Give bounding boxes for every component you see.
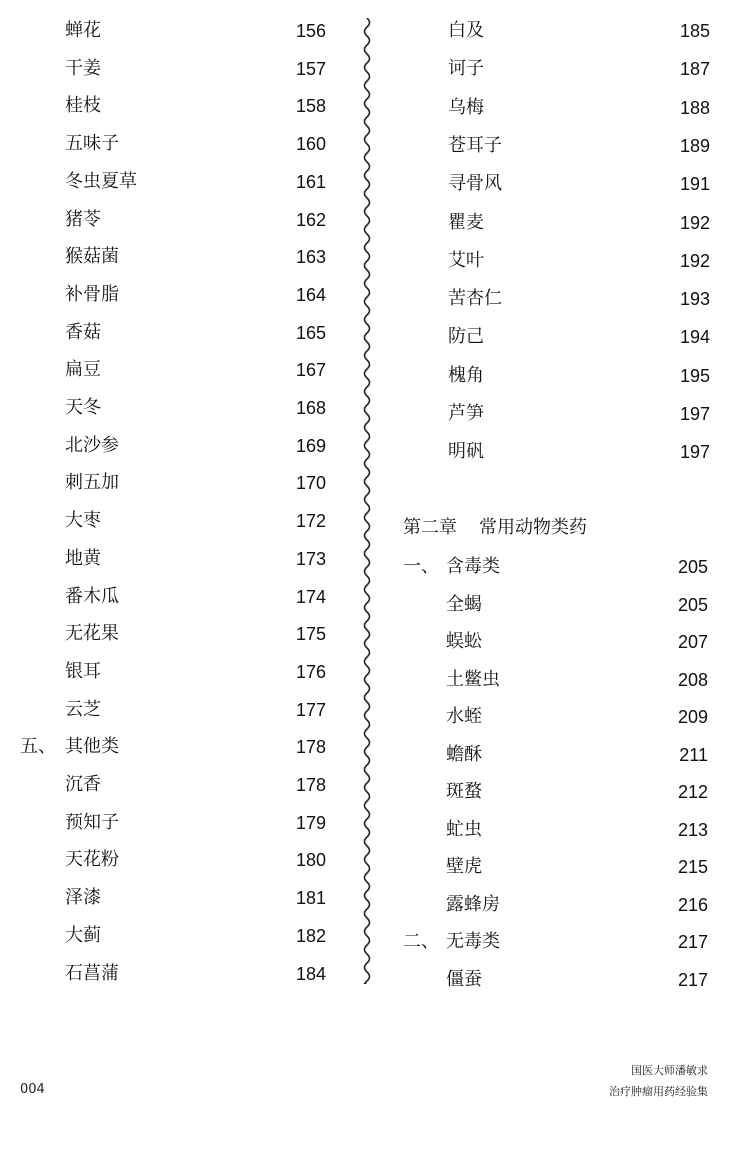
toc-entry [0, 91, 326, 121]
entry-page-number: 176 [295, 661, 326, 682]
toc-entry [0, 205, 326, 235]
entry-page-number: 215 [677, 857, 708, 877]
entry-page-number: 211 [679, 744, 708, 765]
chapter-title: 常用动物类药 [479, 517, 587, 538]
entry-page-number: 195 [679, 365, 710, 386]
toc-entry [390, 552, 708, 582]
toc-entry [0, 129, 326, 159]
entry-name: 刺五加 [65, 472, 119, 494]
toc-entry [390, 590, 708, 620]
entry-page-number: 182 [295, 925, 326, 946]
entry-page-number: 205 [677, 557, 708, 577]
toc-entry [0, 770, 326, 800]
toc-entry [0, 16, 326, 46]
entry-name: 苍耳子 [448, 134, 502, 156]
toc-entry [390, 740, 708, 770]
entry-name: 乌梅 [448, 96, 484, 118]
toc-entry [390, 627, 708, 657]
entry-name: 泽漆 [65, 887, 101, 909]
entry-name: 地黄 [65, 547, 101, 569]
entry-page-number: 178 [295, 775, 326, 795]
entry-name: 水蛭 [446, 706, 482, 727]
entry-name: 石菖蒲 [65, 962, 119, 984]
entry-page-number: 173 [295, 548, 326, 569]
entry-name: 番木瓜 [65, 585, 119, 607]
entry-name: 虻虫 [446, 818, 482, 840]
entry-name: 壁虎 [446, 856, 482, 877]
entry-name: 艾叶 [448, 249, 484, 271]
entry-page-number: 184 [295, 963, 326, 984]
toc-entry [390, 702, 708, 732]
entry-page-number: 192 [679, 250, 710, 271]
entry-name: 全蝎 [446, 593, 482, 615]
entry-name: 明矾 [448, 441, 484, 463]
entry-page-number: 177 [295, 699, 326, 720]
entry-page-number: 157 [295, 58, 326, 79]
entry-name: 诃子 [448, 58, 484, 80]
toc-entry [0, 883, 326, 913]
entry-name: 蟾酥 [446, 743, 482, 765]
entry-name: 苦杏仁 [448, 288, 502, 310]
entry-page-number: 216 [677, 894, 708, 915]
entry-name: 天花粉 [65, 849, 119, 871]
section-prefix: 五、 [20, 736, 56, 758]
toc-entry [0, 393, 326, 423]
toc-left-column [0, 0, 340, 1000]
entry-name: 大枣 [65, 510, 101, 532]
wavy-divider [360, 18, 374, 984]
entry-name: 猪苓 [65, 208, 101, 230]
entry-page-number: 161 [295, 171, 326, 192]
toc-entry [0, 355, 326, 385]
toc-entry [390, 890, 708, 920]
chapter-heading [403, 513, 587, 543]
page-number: 004 [20, 1082, 45, 1097]
entry-page-number: 197 [679, 442, 710, 463]
entry-name: 猴菇菌 [65, 246, 119, 268]
entry-name: 僵蚕 [446, 968, 482, 990]
section-prefix: 一、 [403, 556, 439, 577]
entry-name: 含毒类 [446, 556, 500, 577]
entry-page-number: 170 [295, 473, 326, 494]
entry-page-number: 162 [295, 209, 326, 230]
entry-name: 无花果 [65, 623, 119, 645]
toc-entry [390, 777, 708, 807]
entry-name: 瞿麦 [448, 211, 484, 233]
entry-name: 云芝 [65, 698, 101, 720]
entry-name: 寻骨风 [448, 173, 502, 195]
entry-name: 桂枝 [65, 95, 101, 117]
toc-entry [0, 657, 326, 687]
entry-page-number: 209 [677, 707, 708, 727]
entry-page-number: 158 [295, 96, 326, 117]
toc-entry [0, 544, 326, 574]
entry-name: 扁豆 [65, 359, 101, 381]
book-title-line1: 国医大师潘敏求 [631, 1064, 708, 1077]
entry-name: 香菇 [65, 321, 101, 343]
entry-page-number: 191 [679, 174, 710, 195]
entry-name: 芦笋 [448, 403, 484, 424]
entry-page-number: 181 [295, 888, 326, 909]
toc-entry [0, 732, 326, 762]
entry-name: 沉香 [65, 774, 101, 795]
entry-name: 冬虫夏草 [65, 170, 137, 192]
toc-entry [0, 431, 326, 461]
entry-page-number: 178 [295, 737, 326, 758]
toc-entry [0, 506, 326, 536]
entry-name: 槐角 [448, 364, 484, 386]
toc-entry [0, 242, 326, 272]
chapter-number: 第二章 [403, 517, 457, 538]
toc-entry [0, 959, 326, 989]
toc-entry [0, 468, 326, 498]
entry-page-number: 217 [677, 969, 708, 990]
entry-page-number: 160 [295, 134, 326, 155]
entry-name: 干姜 [65, 57, 101, 79]
entry-page-number: 193 [679, 289, 710, 310]
entry-page-number: 172 [295, 511, 326, 532]
entry-name: 斑蝥 [446, 781, 482, 802]
entry-page-number: 213 [677, 819, 708, 840]
entry-page-number: 174 [295, 586, 326, 607]
toc-entry [0, 167, 326, 197]
entry-name: 防己 [448, 326, 484, 348]
entry-page-number: 192 [679, 212, 710, 233]
entry-page-number: 175 [295, 624, 326, 645]
entry-page-number: 185 [679, 21, 710, 41]
entry-page-number: 169 [295, 435, 326, 456]
entry-page-number: 207 [677, 632, 708, 652]
toc-entry [390, 927, 708, 957]
entry-name: 大蓟 [65, 924, 101, 946]
entry-page-number: 197 [679, 404, 710, 424]
toc-entry [390, 965, 708, 995]
entry-page-number: 164 [295, 284, 326, 305]
entry-name: 北沙参 [65, 434, 119, 456]
entry-name: 露蜂房 [446, 893, 500, 915]
section-prefix: 二、 [403, 931, 439, 952]
entry-page-number: 217 [677, 932, 708, 952]
entry-name: 无毒类 [446, 931, 500, 952]
toc-entry [0, 318, 326, 348]
entry-name: 五味子 [65, 133, 119, 155]
entry-page-number: 208 [677, 669, 708, 690]
entry-name: 土鳖虫 [446, 668, 500, 690]
toc-entry [0, 808, 326, 838]
toc-entry [0, 921, 326, 951]
entry-name: 蜈蚣 [446, 631, 482, 652]
entry-name: 补骨脂 [65, 283, 119, 305]
entry-page-number: 212 [677, 782, 708, 802]
toc-entry [0, 582, 326, 612]
entry-page-number: 205 [677, 594, 708, 615]
entry-name: 银耳 [65, 660, 101, 682]
entry-name: 预知子 [65, 811, 119, 833]
entry-page-number: 163 [295, 247, 326, 268]
entry-page-number: 156 [295, 21, 326, 41]
toc-entry [0, 280, 326, 310]
toc-entry [0, 54, 326, 84]
toc-entry [390, 815, 708, 845]
entry-page-number: 187 [679, 59, 710, 80]
entry-page-number: 180 [295, 850, 326, 871]
toc-entry [390, 852, 708, 882]
entry-page-number: 188 [679, 97, 710, 118]
toc-entry [390, 665, 708, 695]
entry-page-number: 194 [679, 327, 710, 348]
entry-page-number: 189 [679, 135, 710, 156]
entry-name: 天冬 [65, 397, 101, 418]
entry-name: 蝉花 [65, 20, 101, 41]
entry-name: 其他类 [65, 736, 119, 758]
toc-entry [0, 619, 326, 649]
entry-page-number: 168 [295, 398, 326, 418]
toc-entry [0, 845, 326, 875]
entry-name: 白及 [448, 20, 484, 41]
book-title-line2: 治疗肿瘤用药经验集 [609, 1085, 708, 1098]
entry-page-number: 165 [295, 322, 326, 343]
entry-page-number: 179 [295, 812, 326, 833]
toc-entry [0, 695, 326, 725]
entry-page-number: 167 [295, 360, 326, 381]
